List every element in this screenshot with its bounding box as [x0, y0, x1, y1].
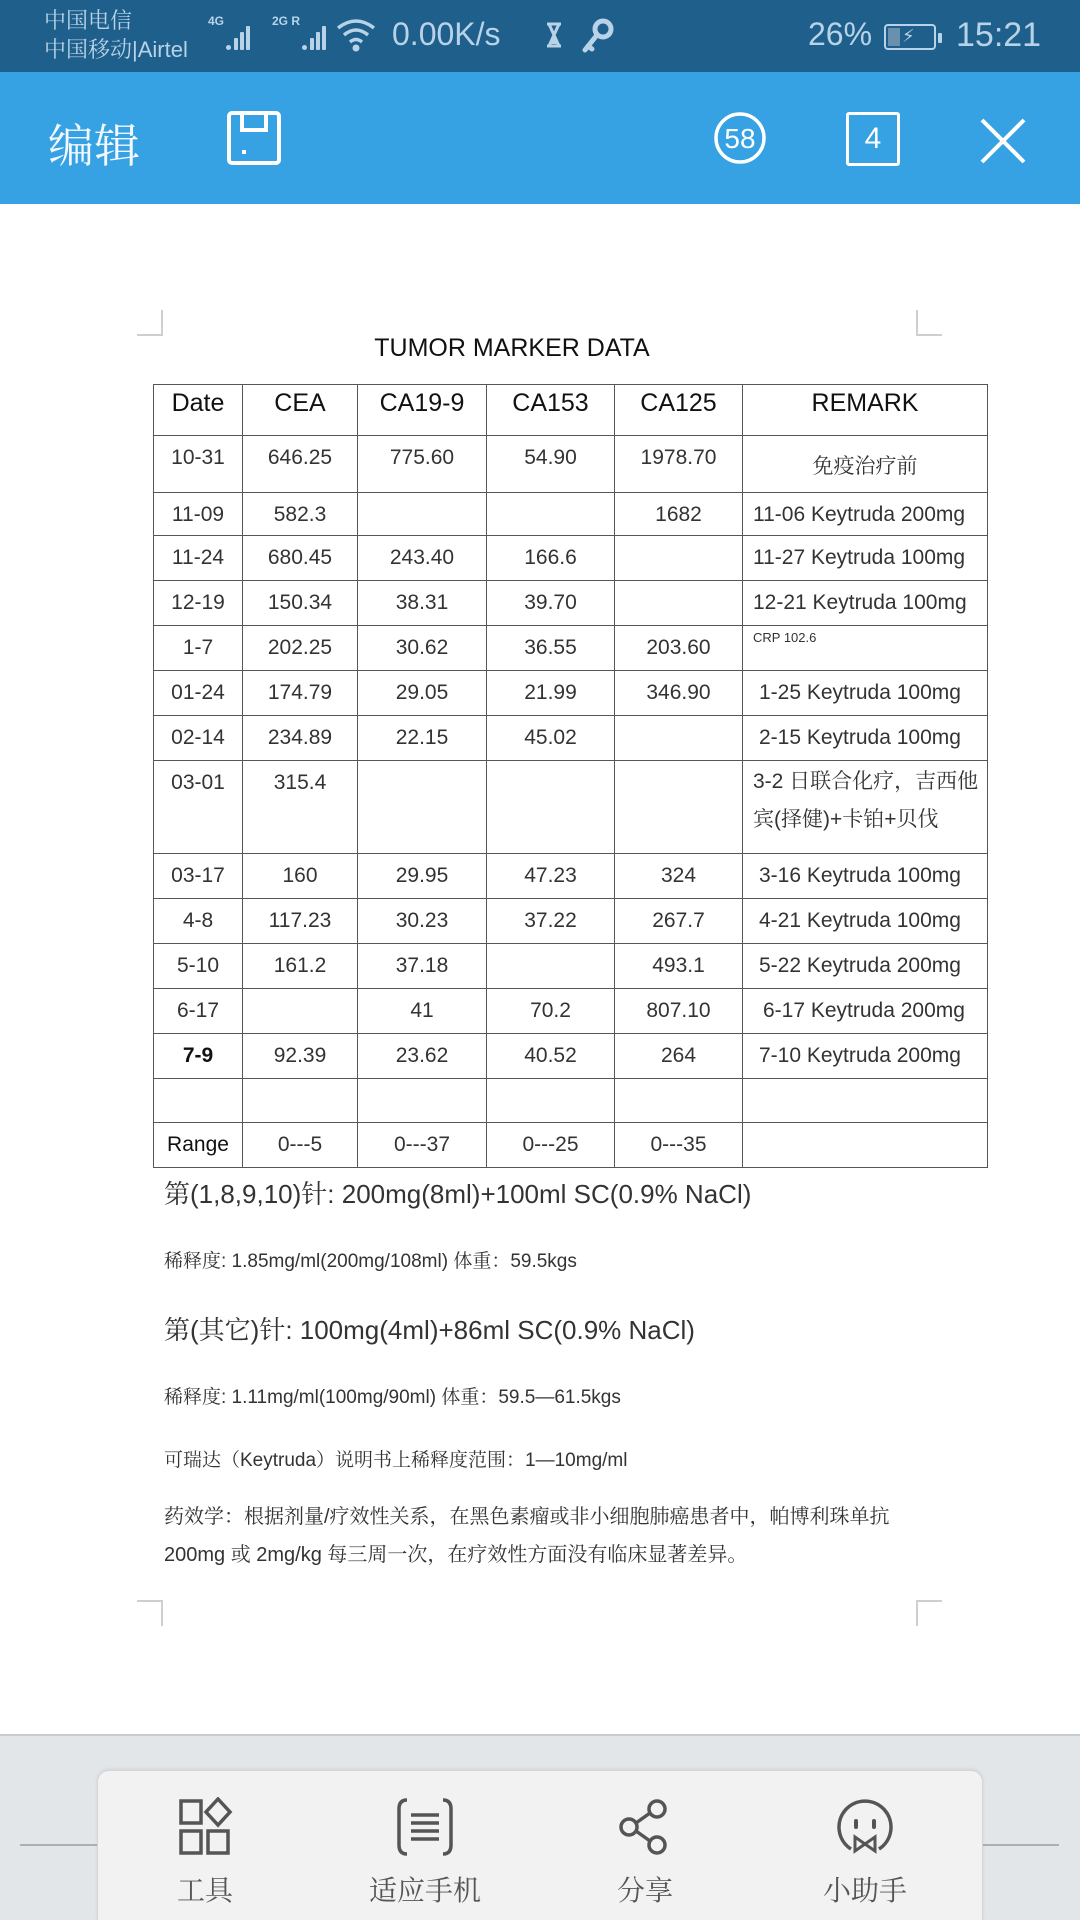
tumor-marker-table — [153, 384, 988, 1168]
header-remark: REMARK — [743, 385, 988, 436]
fit-mobile-icon — [395, 1797, 455, 1857]
dock-item-fit-mobile[interactable]: 适应手机 — [335, 1771, 515, 1920]
dilution-note-1: 稀释度: 1.85mg/ml(200mg/108ml) 体重：59.5kgs — [164, 1251, 577, 1272]
app-toolbar — [0, 72, 1080, 204]
tools-grid-icon — [175, 1797, 235, 1857]
dilution-note-2: 稀释度: 1.11mg/ml(100mg/90ml) 体重：59.5—61.5kgs — [164, 1387, 621, 1408]
signal-4g-icon: 4G — [208, 14, 250, 50]
assistant-face-icon — [835, 1797, 895, 1857]
dock-item-tools[interactable]: 工具 — [115, 1771, 295, 1920]
table-row: 6-17 41 70.2 807.10 6-17 Keytruda 200mg — [154, 989, 988, 1034]
table-row: 4-8 117.23 30.23 37.22 267.7 4-21 Keytruda 100mg — [154, 899, 988, 944]
network-speed: 0.00K/s — [392, 16, 501, 52]
table-row: 01-24 174.79 29.05 21.99 346.90 1-25 Keytruda 100mg — [154, 671, 988, 716]
table-row: 11-24 680.45 243.40 166.6 11-27 Keytruda 100mg — [154, 536, 988, 581]
key-icon — [582, 18, 614, 54]
page-corner-mark — [137, 310, 163, 336]
close-icon[interactable] — [978, 116, 1028, 166]
battery-charging-icon: ⚡ — [884, 24, 936, 50]
page-corner-mark — [916, 1600, 942, 1626]
table-row: 1-7 202.25 30.62 36.55 203.60 CRP 102.6 — [154, 626, 988, 671]
document-page[interactable] — [0, 204, 1080, 1734]
table-row-empty — [154, 1079, 988, 1123]
status-bar — [0, 0, 1080, 72]
dock-item-share[interactable]: 分享 — [555, 1771, 735, 1920]
svg-text:58: 58 — [724, 123, 756, 154]
page-count-icon[interactable] — [712, 110, 768, 166]
clock: 15:21 — [956, 16, 1042, 54]
dose-note-1: 第(1,8,9,10)针: 200mg(8ml)+100ml SC(0.9% NaCl) — [164, 1179, 752, 1209]
signal-2g-icon: 2G R — [272, 14, 326, 50]
label-range-note: 可瑞达（Keytruda）说明书上稀释度范围：1—10mg/ml — [164, 1450, 628, 1471]
hourglass-icon — [545, 22, 563, 48]
table-row: 10-31 646.25 775.60 54.90 1978.70 免疫治疗前 — [154, 436, 988, 493]
pharmacodynamics-note: 药效学：根据剂量/疗效性关系，在黑色素瘤或非小细胞肺癌患者中，帕博利珠单抗 200mg 或 2mg/kg 每三周一次，在疗效性方面没有临床显著差异。 — [164, 1506, 890, 1566]
header-ca125: CA125 — [615, 385, 743, 436]
header-ca199: CA19-9 — [358, 385, 487, 436]
tabs-icon[interactable]: 4 — [846, 112, 900, 166]
page-corner-mark — [916, 310, 942, 336]
bottom-dock — [97, 1770, 983, 1920]
table-row: 03-17 160 29.95 47.23 324 3-16 Keytruda 100mg — [154, 854, 988, 899]
header-ca153: CA153 — [487, 385, 615, 436]
save-icon[interactable] — [226, 110, 282, 166]
page-corner-mark — [137, 1600, 163, 1626]
share-icon — [615, 1797, 675, 1857]
table-row: 7-9 92.39 23.62 40.52 264 7-10 Keytruda 200mg — [154, 1034, 988, 1079]
carrier-labels — [44, 6, 188, 64]
header-date: Date — [154, 385, 243, 436]
carrier-1: 中国电信 — [44, 8, 133, 33]
divider — [20, 1844, 100, 1846]
table-row: 11-09 582.3 1682 11-06 Keytruda 200mg — [154, 493, 988, 536]
table-row: 03-01 315.4 3-2 日联合化疗，吉西他宾(择健)+卡铂+贝伐 — [154, 761, 988, 854]
table-row-range: Range 0---5 0---37 0---25 0---35 — [154, 1123, 988, 1168]
carrier-2: 中国移动|Airtel — [44, 37, 188, 62]
dose-note-2: 第(其它)针: 100mg(4ml)+86ml SC(0.9% NaCl) — [164, 1315, 695, 1345]
document-title: TUMOR MARKER DATA — [374, 334, 650, 362]
divider — [983, 1844, 1059, 1846]
dock-item-assistant[interactable]: 小助手 — [775, 1771, 955, 1920]
table-row: 5-10 161.2 37.18 493.1 5-22 Keytruda 200mg — [154, 944, 988, 989]
header-cea: CEA — [243, 385, 358, 436]
table-header-row — [154, 385, 988, 436]
edit-button[interactable]: 编辑 — [48, 120, 140, 172]
table-row: 12-19 150.34 38.31 39.70 12-21 Keytruda 100mg — [154, 581, 988, 626]
wifi-icon — [336, 18, 376, 52]
table-row: 02-14 234.89 22.15 45.02 2-15 Keytruda 100mg — [154, 716, 988, 761]
battery-percent: 26% — [808, 16, 873, 52]
